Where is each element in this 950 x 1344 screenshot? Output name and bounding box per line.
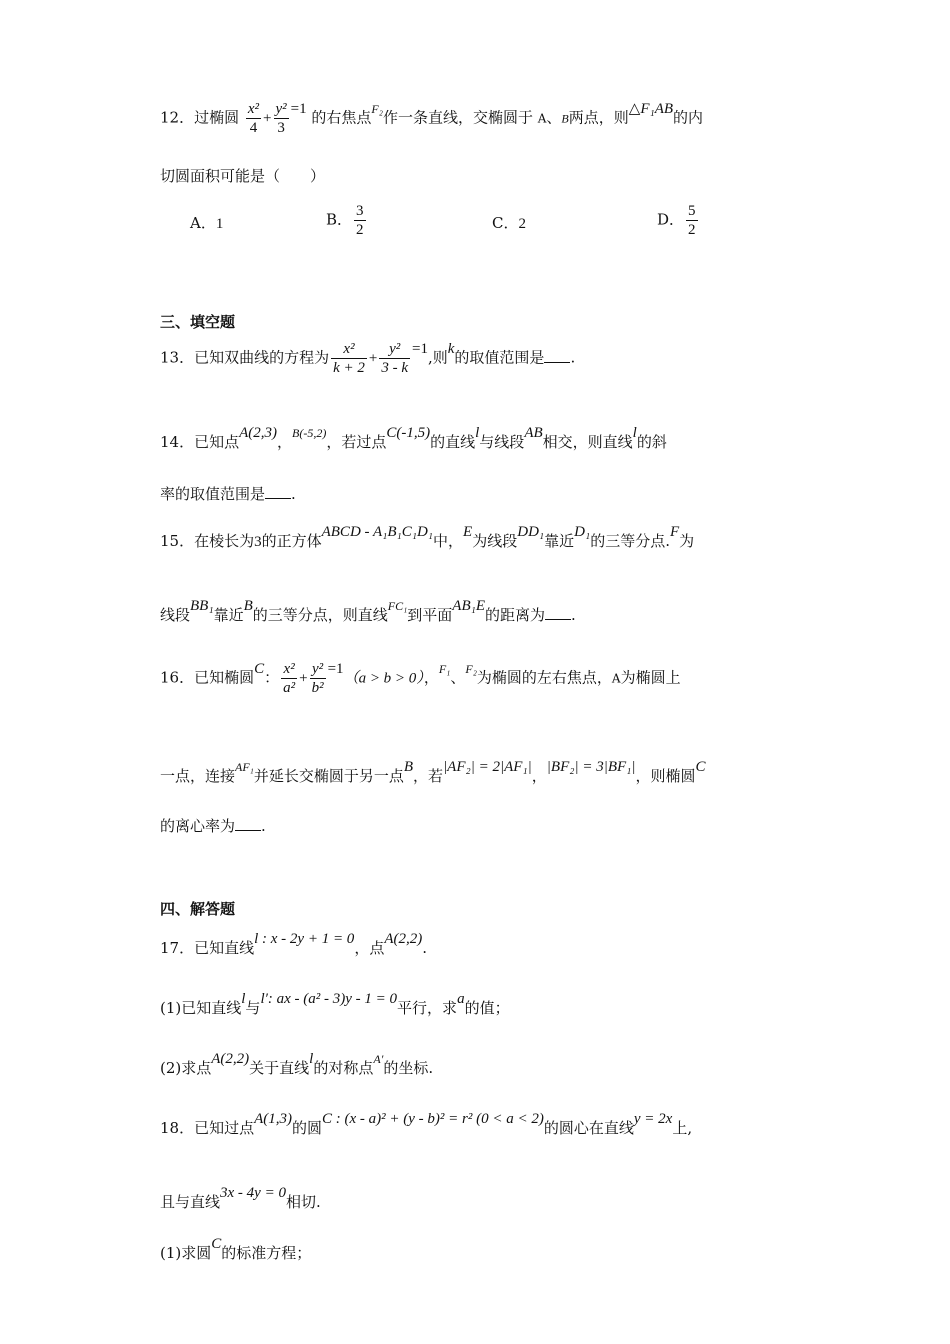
q18-line2: 且与直线3x - 4y = 0相切. bbox=[160, 1185, 321, 1211]
answer-blank bbox=[544, 348, 570, 363]
fraction: $\frac{\text{y²}}{3 - k}$ bbox=[381, 341, 408, 376]
q12-number: 12．过椭圆 bbox=[160, 108, 240, 127]
q17-line1: 17．已知直线l : x - 2y + 1 = 0，点A(2,2). bbox=[160, 931, 428, 957]
q18-part1: (1)求圆C的标准方程； bbox=[160, 1236, 312, 1262]
fraction: $\frac{\text{x²}}{4}$ bbox=[247, 101, 260, 136]
q12-option-a: A．1 bbox=[190, 214, 224, 232]
q16-line1: 16．已知椭圆C： $\frac{\text{x²}}{\text{a²}}$ + $\frac{\text{y²}}{\text{b²}}$ =1（a > b > 0），$^{F_1}$、$^{F_2}$为椭圆的左右焦点，A为椭圆上 bbox=[160, 660, 681, 696]
q14-line1: 14．已知点A(2,3)，$^{B(-5,2)}$，若过点C(-1,5)的直线l与线段AB相交，则直线l的斜 bbox=[160, 425, 667, 451]
answer-blank bbox=[265, 484, 291, 499]
answer-blank bbox=[235, 816, 261, 831]
q13-line1: 13．已知双曲线的方程为 $\frac{\text{x²}}{k + 2}$ + $\frac{\text{y²}}{3 - k}$ =1,则k的取值范围是 . bbox=[160, 340, 576, 376]
q12-option-c: C．2 bbox=[492, 214, 526, 232]
q18-line1: 18．已知过点A(1,3)的圆C : (x - a)² + (y - b)² = r² (0 < a < 2)的圆心在直线y = 2x上, bbox=[160, 1111, 693, 1137]
section-title-fill-in: 三、填空题 bbox=[160, 313, 236, 331]
q15-line1: 15．在棱长为3的正方体ABCD - A₁B₁C₁D₁中，E为线段DD₁靠近D₁的三等分点.F为 bbox=[160, 524, 695, 550]
fraction: $\frac{5}{2}$ bbox=[688, 203, 696, 238]
q12-option-d: D． $\frac{5}{2}$ bbox=[657, 203, 696, 238]
fraction: $\frac{\text{y²}}{\text{b²}}$ bbox=[311, 661, 324, 696]
fraction: $\frac{\text{x²}}{k + 2}$ bbox=[333, 341, 365, 376]
q16-line3: 的离心率为 . bbox=[160, 817, 266, 835]
section-title-solve: 四、解答题 bbox=[160, 900, 236, 918]
q17-part1: (1)已知直线l与l′: ax - (a² - 3)y - 1 = 0平行，求a的值； bbox=[160, 991, 510, 1017]
answer-blank bbox=[545, 605, 571, 620]
q16-line2: 一点，连接$^{AF_1}$并延长交椭圆于另一点B，若|AF₂| = 2|AF₁|，|BF₂| = 3|BF₁|，则椭圆C bbox=[160, 759, 706, 785]
fraction: $\frac{\text{y²}}{3}$ bbox=[275, 101, 287, 136]
q17-part2: (2)求点A(2,2)关于直线l的对称点$^{A'}$的坐标. bbox=[160, 1051, 434, 1077]
fraction: $\frac{3}{2}$ bbox=[356, 203, 364, 238]
q14-line2: 率的取值范围是 . bbox=[160, 485, 296, 503]
q12-option-b: B． $\frac{3}{2}$ bbox=[326, 203, 364, 238]
q12-line1: 12．过椭圆 $\frac{\text{x²}}{4}$ + $\frac{\text{y²}}{3}$ =1 的右焦点$^{F_2}$作一条直线，交椭圆于 A、B两点，则△F₁AB的内 bbox=[160, 100, 704, 136]
fraction: $\frac{\text{x²}}{\text{a²}}$ bbox=[283, 661, 296, 696]
q12-line2: 切圆面积可能是（ ） bbox=[160, 167, 326, 185]
q15-line2: 线段BB₁靠近B的三等分点，则直线$^{FC_1}$到平面AB₁E的距离为 . bbox=[160, 598, 576, 624]
